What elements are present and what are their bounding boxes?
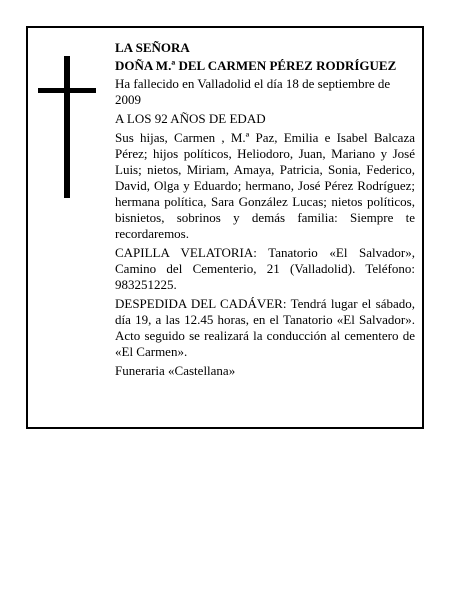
obituary-notice bbox=[26, 26, 424, 429]
funeral-home: Funeraria «Castellana» bbox=[115, 363, 236, 378]
chapel-info: CAPILLA VELATORIA: Tanatorio «El Salvador», Camino del Cementerio, 21 (Valladolid). Teléfono: 983251225. bbox=[115, 245, 415, 292]
deceased-name: DOÑA M.ª DEL CARMEN PÉREZ RODRÍGUEZ bbox=[115, 58, 397, 73]
family-paragraph: Sus hijas, Carmen , M.ª Paz, Emilia e Isabel Balcaza Pérez; hijos políticos, Heliodoro, Juan, Mariano y José Luis; nietos, Miriam, Amaya, Patricia, Sonia, Federico, David, Olga y Eduardo; hermano, José Pérez Rodríguez; hermana política, Sara González Lucas; nietos políticos, bisnietos, sobrinos y demás familia: Siempre te recordaremos. bbox=[115, 130, 415, 241]
cross-vertical-bar bbox=[64, 56, 70, 198]
farewell-info: DESPEDIDA DEL CADÁVER: Tendrá lugar el sábado, día 19, a las 12.45 horas, en el Tanatorio «El Salvador». Acto seguido se realizará la conducción al cementero de «El Carmen». bbox=[115, 296, 415, 359]
age-line: A LOS 92 AÑOS DE EDAD bbox=[115, 111, 266, 126]
death-info: Ha fallecido en Valladolid el día 18 de septiembre de 2009 bbox=[115, 76, 391, 107]
cross-horizontal-bar bbox=[38, 88, 96, 93]
notice-text bbox=[115, 40, 415, 382]
notice-title: LA SEÑORA bbox=[115, 40, 190, 55]
cross-icon bbox=[38, 56, 96, 198]
